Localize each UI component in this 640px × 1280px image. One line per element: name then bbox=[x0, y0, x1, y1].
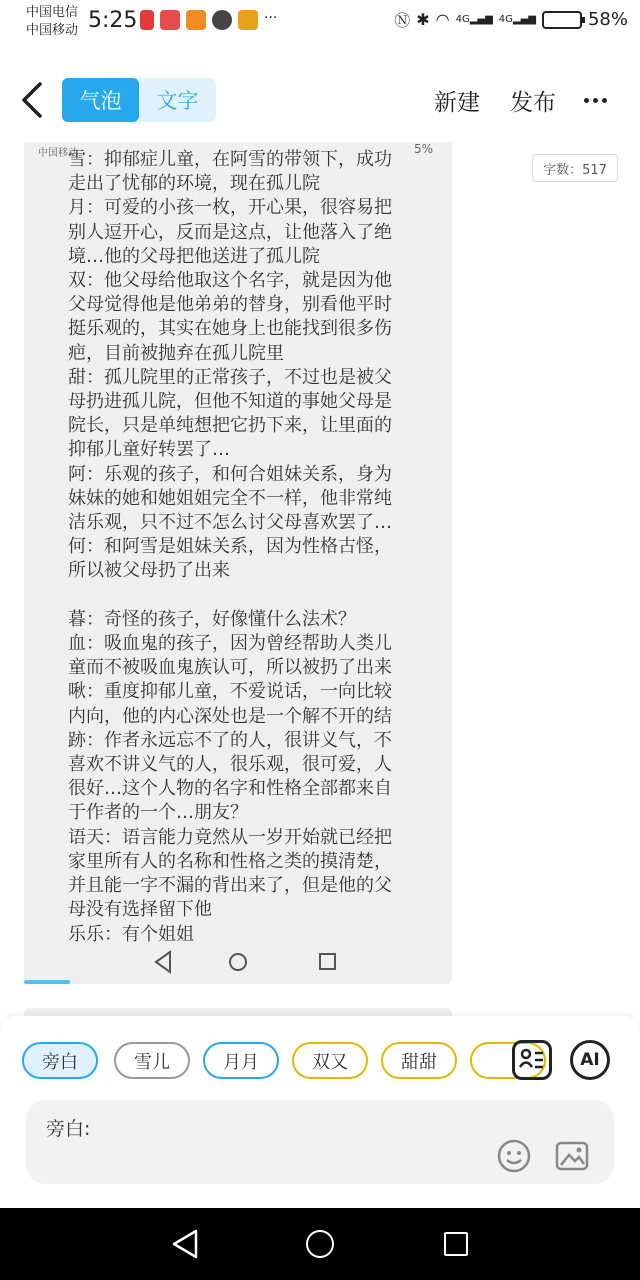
battery-percent: 58% bbox=[587, 9, 628, 30]
character-manage-icon[interactable] bbox=[512, 1040, 552, 1080]
nav-recent-icon[interactable] bbox=[444, 1232, 468, 1256]
wechat-icon bbox=[212, 10, 232, 30]
contact-card-icon bbox=[515, 1043, 549, 1077]
screenshot-navbar bbox=[136, 948, 336, 976]
screenshot-home-icon bbox=[230, 954, 246, 970]
screenshot-recent-icon bbox=[320, 954, 335, 969]
nav-home-icon[interactable] bbox=[306, 1230, 334, 1258]
back-icon[interactable] bbox=[18, 80, 48, 120]
nav-back-icon[interactable] bbox=[170, 1228, 200, 1260]
editor-content[interactable] bbox=[0, 142, 640, 1022]
screenshot-text: 雪：抑郁症儿童，在阿雪的带领下，成功 走出了忧郁的环境，现在孤儿院 月：可爱的小孩一枚，开心果，很容易把 别人逗开心，反而是这点，让他落入了绝 境…他的父母把他送进了孤儿院 双：他父母给他取这个名字，就是因为他 父母觉得他是他弟弟的替身，别看他平时 挺乐观的，其实在她身上也能找到很多伤 疤，目前被抛弃在孤儿院里 甜：孤儿院里的正常孩子，不过也是被父 母扔进孤儿院，但他不知道的事她父母是 院长，只是单纯想把它扔下来，让里面的 抑郁儿童好转罢了… 阿：乐观的孩子，和何合姐妹关系，身为 妹妹的她和她姐姐完全不一样，他非常纯 洁乐观，只不过不怎么讨父母喜欢罢了… 何：和阿雪是姐妹关系，因为性格古怪， 所以被父母扔了出来 暮：奇怪的孩子，好像懂什么法术？ 血：吸血鬼的孩子，因为曾经帮助人类儿 童而不被吸血鬼族认可，所以被扔了出来 啾：重度抑郁儿童，不爱说话，一向比较 内向，他的内心深处也是一个解不开的结 跡：作者永远忘不了的人，很讲义气，不 喜欢不讲义气的人，很乐观，很可爱，人 很好…这个人物的名字和性格全部都来自 于作者的一个…朋友？ 语天：语言能力竟然从一岁开始就已经把 家里所有人的名称和性格之类的摸清楚， 并且能一字不漏的背出来了，但是他的父 母没有选择留下他 乐乐：有个姐姐 bbox=[68, 149, 392, 945]
status-bar bbox=[0, 0, 640, 46]
mode-switch bbox=[62, 78, 216, 122]
image-icon[interactable] bbox=[554, 1138, 590, 1174]
ghost-percent: 5% bbox=[414, 142, 434, 156]
carrier-1: 中国电信 bbox=[26, 5, 79, 20]
ai-button[interactable]: AI bbox=[570, 1040, 610, 1080]
system-navbar bbox=[0, 1208, 640, 1280]
app-header bbox=[0, 60, 640, 142]
carrier-2: 中国移动 bbox=[26, 23, 79, 38]
character-chips bbox=[22, 1042, 492, 1080]
battery-icon bbox=[542, 11, 582, 29]
app-home-icon bbox=[238, 10, 258, 30]
nfc-icon: Ⓝ bbox=[394, 11, 411, 30]
screenshot-image[interactable] bbox=[24, 142, 452, 984]
chip-narrator[interactable]: 旁白 bbox=[22, 1042, 98, 1079]
notification-icons bbox=[140, 10, 284, 30]
signal-1-icon: 4G▂▄▆ bbox=[455, 14, 493, 25]
publish-button[interactable]: 发布 bbox=[510, 90, 556, 116]
input-speaker-label: 旁白: bbox=[46, 1118, 91, 1140]
app-orange-icon bbox=[186, 10, 206, 30]
huawei-store-icon bbox=[160, 10, 180, 30]
word-count-badge: 字数：517 bbox=[532, 154, 618, 182]
system-icons bbox=[394, 8, 628, 31]
chip-character-3[interactable]: 双又 bbox=[292, 1042, 368, 1079]
chip-character-2[interactable]: 月月 bbox=[203, 1042, 279, 1079]
ghost-carrier: 中国移动 bbox=[38, 148, 78, 159]
tab-text[interactable]: 文字 bbox=[156, 89, 199, 113]
carrier-info bbox=[26, 4, 78, 40]
more-notifications-icon: ··· bbox=[264, 10, 278, 26]
message-input[interactable] bbox=[26, 1100, 614, 1184]
compose-panel bbox=[0, 1016, 640, 1208]
tab-bubble[interactable]: 气泡 bbox=[62, 78, 139, 122]
signal-2-icon: 4G▂▄▆ bbox=[498, 14, 536, 25]
more-icon[interactable] bbox=[584, 98, 607, 103]
screenshot-back-icon bbox=[156, 952, 170, 972]
chip-character-4[interactable]: 甜甜 bbox=[381, 1042, 457, 1079]
chip-character-1[interactable]: 雪儿 bbox=[114, 1042, 190, 1079]
app-red-icon bbox=[140, 10, 154, 30]
emoji-icon[interactable] bbox=[496, 1138, 532, 1174]
screenshot-progress-bar bbox=[24, 980, 70, 984]
status-time: 5:25 bbox=[88, 8, 138, 33]
bluetooth-icon: ✱ bbox=[416, 10, 430, 29]
wifi-icon: ◠ bbox=[435, 10, 450, 29]
new-button[interactable]: 新建 bbox=[434, 90, 480, 116]
